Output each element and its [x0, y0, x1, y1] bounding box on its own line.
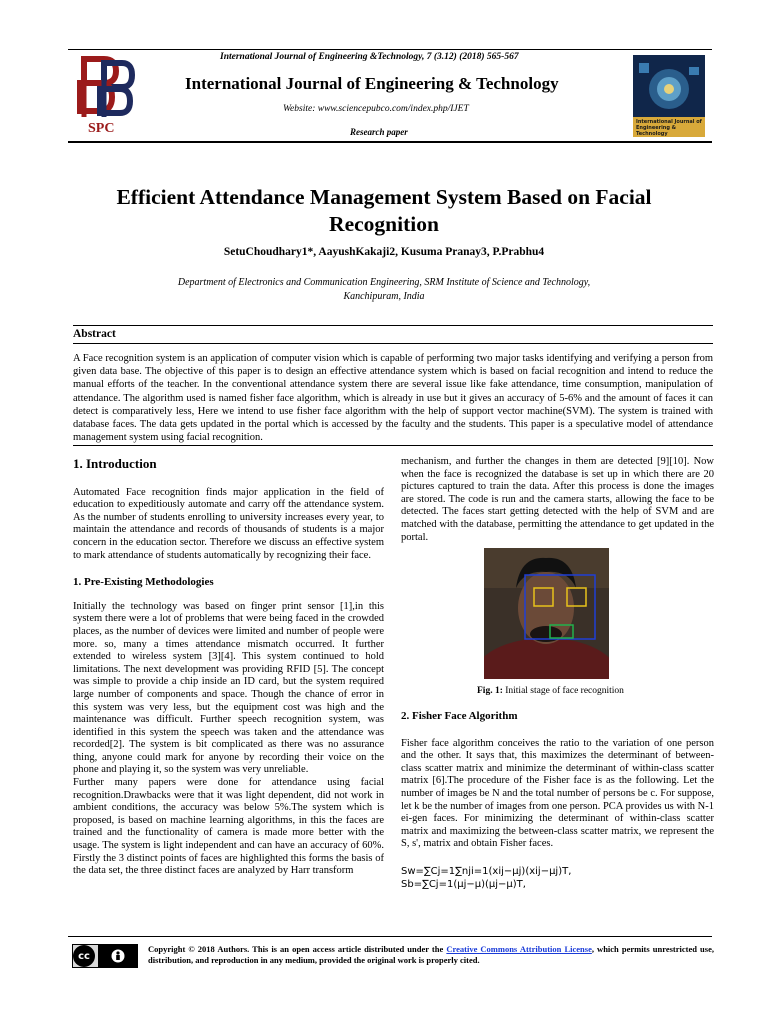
article-type: Research paper [350, 127, 408, 137]
left-column [73, 458, 384, 878]
introduction-text: Automated Face recognition finds major application in the field of education to expeditiously automate and carry off the attendance system. As the number of students enrolling to university increases every year, to maintain the attendance and records of thousands of students is a major concern in the education sector. Therefore we discuss an effective system to mark attendance of students automatically by recognizing their face. [73, 486, 384, 561]
fisher-face-text: Fisher face algorithm conceives the ratio to the variation of one person and the other. It says that, this maximizes the determinant of between-class scatter matrix and minimize the determinant of within-class scatter matrix [6].The procedure of the Fisher face is as the following. Let the number of images be N and the total number of persons be c. For suppose, let k be the number of images from one person. PCA provides us with N-1 ei-gen faces. For minimizing the determinant of within-class scatter matrix and maximizing the between-class scatter matrix, we represent the S, s', matrix and obtain Fisher faces. [401, 737, 714, 850]
pre-existing-heading: 1. Pre-Existing Methodologies [73, 576, 214, 589]
person-icon [111, 949, 125, 963]
formula-sb: Sb=∑Cj=1(μj−μ)(μj−μ)T, [401, 878, 526, 890]
publisher-logo-text: SPC [88, 121, 115, 136]
pre-existing-text-2: Further many papers were done for attendance using facial recognition.Drawbacks were that it was light dependent, did not work in ambient conditions, the accuracy was below 5%.The system which is proposed, is based on machine learning algorithms, in this the faces are trained and the functionality of camera is made more better with the usage. The system is light independent and can have an accuracy of 60%. Firstly the 3 distinct points of faces are highlighted this forms the basis of the data set, the three distinct faces are analyzed by Harr transform [73, 777, 384, 877]
introduction-heading: 1. Introduction [73, 456, 157, 471]
abstract-top-rule [73, 325, 713, 326]
journal-cover-title: International Journal of Engineering & Technology [636, 119, 702, 137]
header-top-rule [68, 49, 712, 50]
figure-1-label: Fig. 1: [477, 686, 503, 696]
affiliation-line2: Kanchipuram, India [343, 291, 425, 302]
cc-by-icon [98, 945, 137, 967]
journal-cover-image [633, 55, 705, 137]
figure-1-caption [477, 686, 624, 696]
footer-rule [68, 936, 712, 937]
paper-title-line1: Efficient Attendance Management System Based on Facial [116, 185, 652, 209]
figure-1-image [484, 548, 609, 679]
journal-name: International Journal of Engineering & Technology [185, 74, 559, 93]
journal-website[interactable]: Website: www.sciencepubco.com/index.php/IJET [283, 104, 469, 114]
copyright-notice [148, 944, 714, 966]
affiliation-line1: Department of Electronics and Communication Engineering, SRM Institute of Science and Technology, [177, 277, 591, 288]
paper-title [60, 184, 708, 238]
continued-text: mechanism, and further the changes in them are detected [9][10]. Now when the face is recognized the database is set up in which there are 20 pictures captured to train the data. After this process is done the images are stored. The code is run and the camera starts, allowing the face to be detected. The faces start getting detected with the help of SVM and are matched with the database, permitting the attendance to get updated in the portal. [401, 456, 714, 543]
pre-existing-text-1: Initially the technology was based on finger print sensor [1],in this system there were a lot of problems that were being faced in the crowded places, as the number of devices were limited and number of people were more. so, many a times attendance mismatch occurred. It further extended to wireless system [3][4]. This system continued to hold limitations. The next development was providing RFID [5]. The concept was simple to provide a chip inside an ID card, but the system required large number of components and space. Though the chance of error in this system was very less, but the equipment cost was high and the maintenance was difficult. Further speech recognition system, was identified in this system the speech was taken and the attendance was recorded[2]. The system is bit complicated as there was no assurance thing, anyone could mark for anyone by recording their voice on the phone and playing it, so the system was very unreliable. [73, 600, 384, 776]
journal-citation-line: International Journal of Engineering &Technology, 7 (3.12) (2018) 565-567 [220, 52, 519, 62]
face-detection-photo-icon [484, 548, 609, 679]
right-column-top [401, 456, 714, 544]
abstract-text: A Face recognition system is an application of computer vision which is capable of performing two major tasks identifying and verifying a person from given data base. The objective of this paper is to design an effective attendance system which is based on facial recognition and intend to reduce the manual efforts of the teacher. In the conventional attendance system there are several issue like fake attendance, time consumption, manipulation of attendance. The algorithm used is named fisher face algorithm, which is already in use but it gives an accuracy of 5-6% and the amount of faces it can detect is comparatively less, Here we intend to use fisher face algorithm with the help of support vector machine(SVM). The system is trained with database faces. The data gets updated in the portal which is accessed by the faculty and the students. This paper is a speculative model of attendance management system using facial recognition. [73, 353, 713, 444]
cc-icon: cc [73, 945, 95, 967]
abstract-heading-rule [73, 343, 713, 344]
paper-title-line2: Recognition [329, 212, 439, 236]
paper-affiliation [60, 276, 708, 304]
right-column-bottom [401, 710, 714, 891]
formula-sw: Sw=∑Cj=1∑nji=1(xij−μj)(xij−μj)T, [401, 865, 572, 877]
abstract-bottom-rule [73, 445, 713, 446]
header-bottom-rule [68, 141, 712, 143]
fisher-face-heading: 2. Fisher Face Algorithm [401, 710, 518, 722]
publisher-logo [70, 53, 138, 139]
license-link[interactable]: Creative Commons Attribution License [446, 944, 592, 954]
copyright-suffix: , which permits unrestricted use, distribution, and reproduction in any medium, provided the original work is properly cited. [148, 944, 714, 965]
copyright-prefix: Copyright © 2018 Authors. This is an open access article distributed under the [148, 944, 447, 954]
cc-license-badge[interactable] [72, 944, 138, 968]
abstract-heading: Abstract [73, 328, 116, 340]
figure-1-caption-text: Initial stage of face recognition [505, 686, 624, 696]
paper-authors: SetuChoudhary1*, AayushKakaji2, Kusuma Pranay3, P.Prabhu4 [223, 246, 545, 258]
